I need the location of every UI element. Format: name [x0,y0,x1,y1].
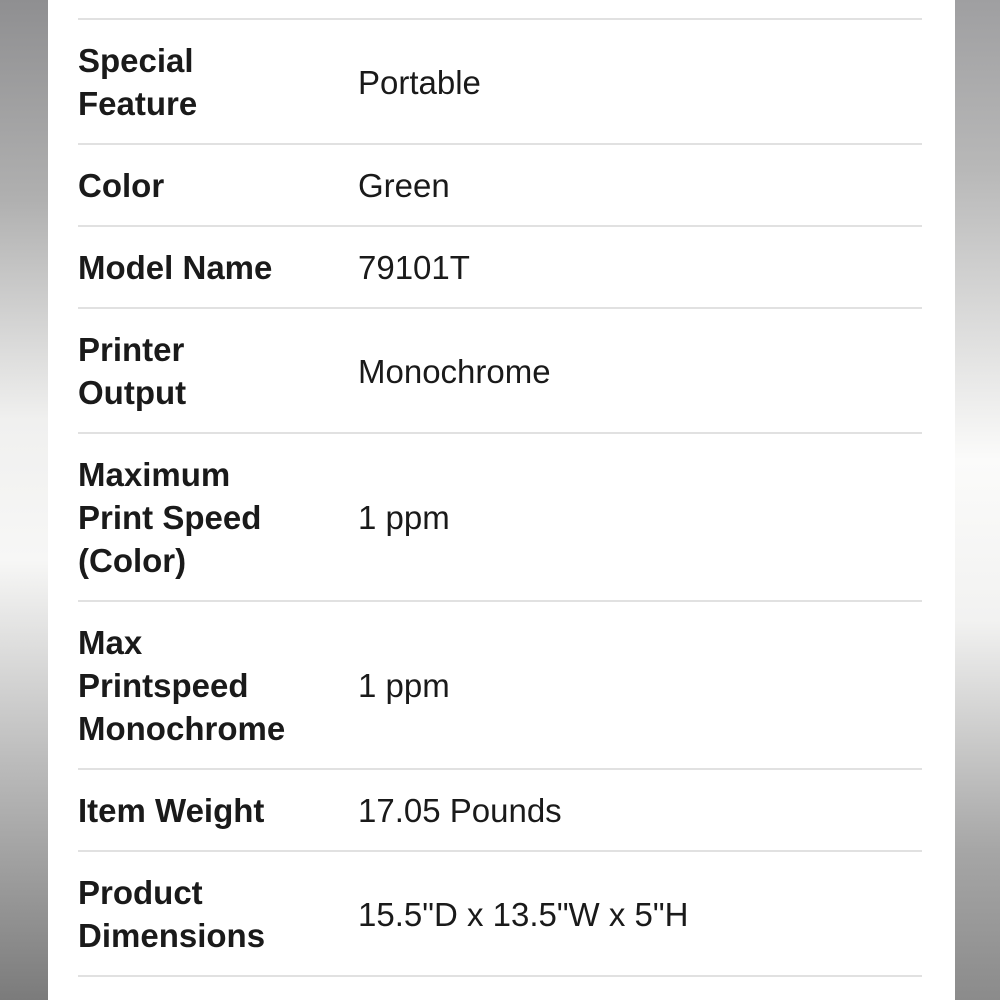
spec-value: Monochrome [358,352,551,390]
spec-row-model-name [78,227,922,309]
spec-row-special-feature [78,20,922,145]
spec-row-color [78,145,922,227]
spec-row-product-dimensions [78,852,922,977]
product-details-panel [48,0,955,1000]
spec-value: 15.5"D x 13.5"W x 5"H [358,895,689,933]
spec-value: Portable [358,63,481,101]
spec-label: Printer Output [78,331,187,411]
spec-label: Special Feature [78,42,198,122]
spec-label: Color [78,167,165,204]
spec-value: 79101T [358,249,470,286]
spec-value: 17.05 Pounds [358,792,562,829]
spec-label: Max Printspeed Monochrome [78,624,286,747]
spec-row-printer-output [78,309,922,434]
product-spec-table [78,18,922,977]
spec-label: Maximum Print Speed (Color) [78,456,262,579]
spec-value: 1 ppm [358,499,450,536]
right-gradient-edge [955,0,1000,1000]
spec-value: Green [358,167,450,204]
spec-label: Item Weight [78,792,265,829]
spec-row-item-weight [78,770,922,852]
spec-label: Product Dimensions [78,874,266,954]
left-gradient-edge [0,0,48,1000]
spec-label: Model Name [78,249,273,286]
spec-value: 1 ppm [358,667,450,704]
spec-row-max-print-speed-color [78,434,922,602]
spec-row-max-printspeed-monochrome [78,602,922,770]
